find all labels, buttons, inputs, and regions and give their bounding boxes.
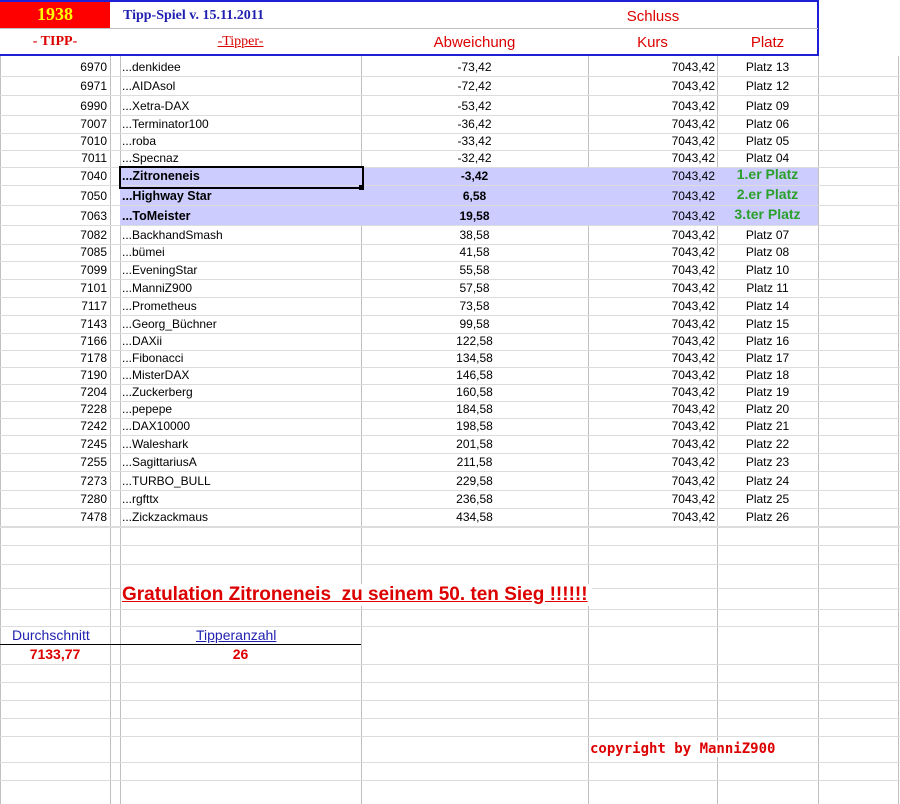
- tipp-cell[interactable]: 7255: [80, 455, 107, 469]
- kurs-cell[interactable]: 7043,42: [671, 134, 715, 148]
- platz-cell[interactable]: Platz 18: [745, 368, 790, 382]
- kurs-cell[interactable]: 7043,42: [671, 474, 715, 488]
- grid-hline: [0, 700, 900, 701]
- kurs-cell[interactable]: 7043,42: [671, 209, 715, 223]
- table-row[interactable]: [0, 350, 900, 367]
- tipper-cell[interactable]: ...DAX10000: [122, 419, 191, 433]
- platz-cell[interactable]: Platz 07: [745, 228, 790, 242]
- abweichung-cell[interactable]: 211,58: [456, 455, 493, 469]
- table-row[interactable]: [0, 188, 900, 205]
- grid-hline: [0, 95, 900, 96]
- platz-cell[interactable]: Platz 06: [745, 117, 790, 131]
- platz-cell[interactable]: Platz 20: [745, 402, 790, 416]
- tipp-cell[interactable]: 7007: [80, 117, 107, 131]
- kurs-cell[interactable]: 7043,42: [671, 189, 715, 203]
- col-tipp-header: - TIPP-: [32, 34, 78, 49]
- tipp-cell[interactable]: 7245: [80, 437, 107, 451]
- kurs-cell[interactable]: 7043,42: [671, 334, 715, 348]
- grid-hline: [0, 664, 900, 665]
- header-block: [0, 0, 900, 56]
- abweichung-cell[interactable]: 55,58: [459, 263, 490, 277]
- kurs-cell[interactable]: 7043,42: [671, 117, 715, 131]
- kurs-cell[interactable]: 7043,42: [671, 60, 715, 74]
- table-row[interactable]: [0, 367, 900, 384]
- tipp-cell[interactable]: 7478: [80, 510, 107, 524]
- abweichung-cell[interactable]: 201,58: [456, 437, 493, 451]
- table-row[interactable]: [0, 316, 900, 333]
- tipper-cell[interactable]: ...DAXii: [122, 334, 163, 348]
- tipper-cell[interactable]: ...SagittariusA: [122, 455, 197, 469]
- platz-cell[interactable]: Platz 11: [746, 281, 789, 295]
- col-kurs-header: Kurs: [637, 34, 668, 51]
- grid-hline: [0, 471, 900, 472]
- table-row[interactable]: [0, 133, 900, 150]
- abweichung-cell[interactable]: 229,58: [456, 474, 493, 488]
- platz-cell[interactable]: Platz 09: [745, 99, 790, 113]
- col-platz-header: Platz: [750, 34, 785, 51]
- grid-hline: [0, 762, 900, 763]
- kurs-cell[interactable]: 7043,42: [671, 299, 715, 313]
- col-tipper-header: -Tipper-: [217, 34, 264, 49]
- kurs-cell[interactable]: 7043,42: [671, 402, 715, 416]
- platz-cell[interactable]: Platz 15: [745, 317, 790, 331]
- abweichung-cell[interactable]: 122,58: [456, 334, 493, 348]
- grid-hline: [0, 736, 900, 737]
- platz-cell[interactable]: Platz 12: [745, 79, 790, 93]
- grid-hline: [0, 527, 900, 528]
- abweichung-cell[interactable]: -72,42: [457, 79, 492, 93]
- abweichung-cell[interactable]: 38,58: [459, 228, 490, 242]
- tipp-cell[interactable]: 7085: [80, 245, 107, 259]
- tipp-cell[interactable]: 7166: [80, 334, 107, 348]
- platz-cell[interactable]: Platz 19: [745, 385, 790, 399]
- tipp-cell[interactable]: 6970: [80, 60, 107, 74]
- abweichung-cell[interactable]: 57,58: [459, 281, 490, 295]
- abweichung-cell[interactable]: 434,58: [456, 510, 493, 524]
- table-row[interactable]: [0, 59, 900, 76]
- tipper-cell[interactable]: ...ManniZ900: [122, 281, 193, 295]
- platz-cell[interactable]: Platz 25: [745, 492, 790, 506]
- grid-hline: [0, 225, 900, 226]
- tipper-cell[interactable]: ...Prometheus: [122, 299, 197, 313]
- kurs-cell[interactable]: 7043,42: [671, 385, 715, 399]
- abweichung-cell[interactable]: -73,42: [457, 60, 492, 74]
- tipper-cell[interactable]: ...Terminator100: [122, 117, 209, 131]
- tipperanzahl-label: Tipperanzahl: [196, 627, 277, 643]
- grid-hline: [0, 564, 900, 565]
- tipp-cell[interactable]: 7050: [80, 189, 107, 203]
- tipp-cell[interactable]: 7010: [80, 134, 107, 148]
- table-row[interactable]: [0, 116, 900, 133]
- platz-cell[interactable]: Platz 24: [745, 474, 790, 488]
- abweichung-cell[interactable]: 99,58: [459, 317, 490, 331]
- grid-hline: [0, 626, 900, 627]
- tipper-cell[interactable]: ...Zickzackmaus: [122, 510, 209, 524]
- platz-cell[interactable]: Platz 22: [745, 437, 790, 451]
- abweichung-cell[interactable]: 198,58: [456, 419, 493, 433]
- platz-cell[interactable]: Platz 04: [745, 151, 790, 165]
- tipp-cell[interactable]: 7178: [80, 351, 107, 365]
- kurs-cell[interactable]: 7043,42: [671, 263, 715, 277]
- abweichung-cell[interactable]: 19,58: [459, 209, 490, 223]
- platz-cell[interactable]: Platz 13: [745, 60, 790, 74]
- platz-cell[interactable]: Platz 16: [745, 334, 790, 348]
- tipper-cell[interactable]: ...roba: [122, 134, 157, 148]
- tipp-cell[interactable]: 7204: [80, 385, 107, 399]
- tipp-cell[interactable]: 7117: [81, 299, 107, 313]
- tipper-cell[interactable]: ...AIDAsol: [122, 79, 176, 93]
- table-row[interactable]: [0, 436, 900, 453]
- tipper-cell[interactable]: ...ToMeister: [122, 209, 191, 223]
- tipperanzahl-value: 26: [232, 646, 249, 662]
- abweichung-cell[interactable]: 236,58: [456, 492, 493, 506]
- grid-hline: [0, 780, 900, 781]
- kurs-cell[interactable]: 7043,42: [671, 368, 715, 382]
- tipp-cell[interactable]: 6990: [80, 99, 107, 113]
- table-row[interactable]: [0, 227, 900, 244]
- table-row[interactable]: [0, 98, 900, 115]
- tipp-cell[interactable]: 7280: [80, 492, 107, 506]
- platz-cell[interactable]: 2.er Platz: [736, 186, 799, 202]
- platz-cell[interactable]: Platz 23: [745, 455, 790, 469]
- tipper-cell[interactable]: ...Waleshark: [122, 437, 189, 451]
- tipper-cell[interactable]: ...MisterDAX: [122, 368, 190, 382]
- abweichung-cell[interactable]: 73,58: [459, 299, 490, 313]
- grid-hline: [0, 76, 900, 77]
- tipp-cell[interactable]: 7101: [80, 281, 107, 295]
- abweichung-cell[interactable]: -33,42: [457, 134, 492, 148]
- tipp-cell[interactable]: 7040: [80, 169, 107, 183]
- tipp-cell[interactable]: 7063: [80, 209, 107, 223]
- tipper-cell[interactable]: ...Xetra-DAX: [122, 99, 190, 113]
- kurs-cell[interactable]: 7043,42: [671, 79, 715, 93]
- platz-cell[interactable]: Platz 08: [745, 245, 790, 259]
- table-row[interactable]: [0, 473, 900, 490]
- abweichung-cell[interactable]: -53,42: [457, 99, 492, 113]
- platz-cell[interactable]: Platz 17: [745, 351, 790, 365]
- grid-hline: [0, 718, 900, 719]
- table-row[interactable]: [0, 208, 900, 225]
- platz-cell[interactable]: Platz 10: [745, 263, 790, 277]
- platz-cell[interactable]: Platz 21: [745, 419, 790, 433]
- kurs-cell[interactable]: 7043,42: [671, 169, 715, 183]
- tipper-cell[interactable]: ...Specnaz: [122, 151, 179, 165]
- tipper-cell[interactable]: ...Highway Star: [122, 189, 212, 203]
- tipp-cell[interactable]: 7011: [81, 151, 107, 165]
- tipper-cell[interactable]: ...Zitroneneis: [122, 169, 200, 183]
- tipp-cell[interactable]: 7228: [80, 402, 107, 416]
- tipp-cell[interactable]: 7273: [80, 474, 107, 488]
- tipper-cell[interactable]: ...pepepe: [122, 402, 173, 416]
- kurs-cell[interactable]: 7043,42: [671, 245, 715, 259]
- kurs-cell[interactable]: 7043,42: [671, 437, 715, 451]
- abweichung-cell[interactable]: -36,42: [457, 117, 492, 131]
- selected-cell-border: [119, 166, 364, 189]
- schluss-label: Schluss: [626, 8, 680, 25]
- tipp-cell[interactable]: 6971: [80, 79, 107, 93]
- table-row[interactable]: [0, 150, 900, 167]
- year-label: 1938: [37, 4, 73, 24]
- platz-cell[interactable]: 3.ter Platz: [734, 206, 801, 222]
- table-row[interactable]: [0, 280, 900, 297]
- grid-hline: [0, 609, 900, 610]
- table-row[interactable]: [0, 333, 900, 350]
- platz-cell[interactable]: 1.er Platz: [736, 166, 799, 182]
- tipper-cell[interactable]: ...Zuckerberg: [122, 385, 193, 399]
- platz-cell[interactable]: Platz 05: [745, 134, 790, 148]
- table-row[interactable]: [0, 262, 900, 279]
- abweichung-cell[interactable]: 184,58: [456, 402, 493, 416]
- kurs-cell[interactable]: 7043,42: [671, 99, 715, 113]
- kurs-cell[interactable]: 7043,42: [671, 351, 715, 365]
- kurs-cell[interactable]: 7043,42: [671, 317, 715, 331]
- year-cell[interactable]: [0, 0, 110, 28]
- table-row[interactable]: [0, 244, 900, 261]
- abweichung-cell[interactable]: 160,58: [456, 385, 493, 399]
- table-row[interactable]: [0, 454, 900, 471]
- kurs-cell[interactable]: 7043,42: [671, 228, 715, 242]
- tipp-cell[interactable]: 7143: [80, 317, 107, 331]
- tipp-cell[interactable]: 7190: [80, 368, 107, 382]
- durchschnitt-label: Durchschnitt: [12, 627, 90, 643]
- grid-hline: [0, 545, 900, 546]
- table-row[interactable]: [0, 384, 900, 401]
- kurs-cell[interactable]: 7043,42: [671, 510, 715, 524]
- kurs-cell[interactable]: 7043,42: [671, 455, 715, 469]
- platz-cell[interactable]: Platz 26: [745, 510, 790, 524]
- table-row[interactable]: [0, 78, 900, 95]
- tipper-cell[interactable]: ...Georg_Büchner: [122, 317, 217, 331]
- tipp-cell[interactable]: 7242: [80, 419, 107, 433]
- table-row[interactable]: [0, 298, 900, 315]
- tipper-cell[interactable]: ...bümei: [122, 245, 165, 259]
- abweichung-cell[interactable]: 6,58: [462, 189, 487, 203]
- tipper-cell[interactable]: ...rgfttx: [122, 492, 159, 506]
- platz-cell[interactable]: Platz 14: [745, 299, 790, 313]
- table-row[interactable]: [0, 401, 900, 418]
- abweichung-cell[interactable]: 41,58: [459, 245, 490, 259]
- kurs-cell[interactable]: 7043,42: [671, 492, 715, 506]
- abweichung-cell[interactable]: 134,58: [456, 351, 493, 365]
- abweichung-cell[interactable]: -32,42: [457, 151, 492, 165]
- copyright-label: copyright by ManniZ900: [590, 741, 776, 757]
- table-row[interactable]: [0, 491, 900, 508]
- kurs-cell[interactable]: 7043,42: [671, 151, 715, 165]
- kurs-cell[interactable]: 7043,42: [671, 281, 715, 295]
- header-divider: [0, 28, 818, 29]
- grid-hline: [0, 682, 900, 683]
- title-label: Tipp-Spiel v. 15.11.2011: [123, 8, 264, 23]
- fill-handle[interactable]: [359, 185, 364, 190]
- kurs-cell[interactable]: 7043,42: [671, 419, 715, 433]
- tipper-cell[interactable]: ...denkidee: [122, 60, 181, 74]
- tipper-cell[interactable]: ...TURBO_BULL: [122, 474, 211, 488]
- abweichung-cell[interactable]: -3,42: [460, 169, 489, 183]
- col-abweichung-header: Abweichung: [433, 34, 516, 51]
- tipper-cell[interactable]: ...EveningStar: [122, 263, 198, 277]
- tipper-cell[interactable]: ...Fibonacci: [122, 351, 184, 365]
- durchschnitt-value: 7133,77: [29, 646, 81, 662]
- tipper-cell[interactable]: ...BackhandSmash: [122, 228, 223, 242]
- tipp-cell[interactable]: 7082: [80, 228, 107, 242]
- tipp-cell[interactable]: 7099: [80, 263, 107, 277]
- gratulation-banner: Gratulation Zitroneneis zu seinem 50. ten Sieg !!!!!!: [122, 584, 592, 606]
- summary-underline: [0, 644, 361, 645]
- table-row[interactable]: [0, 418, 900, 435]
- table-row[interactable]: [0, 509, 900, 526]
- abweichung-cell[interactable]: 146,58: [456, 368, 493, 382]
